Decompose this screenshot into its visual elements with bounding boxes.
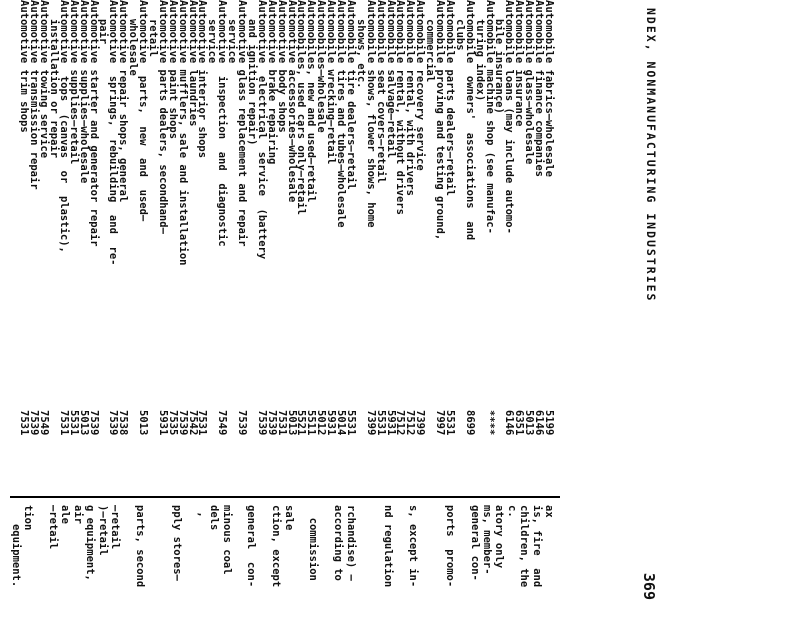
sic-code: 7997	[434, 410, 447, 436]
entry-description: Automobile parts dealers—retail	[444, 0, 456, 196]
sic-code: ****	[483, 410, 496, 436]
entry-description: Automotive inspection and diagnostic	[216, 0, 229, 247]
entry-description: service	[206, 0, 219, 64]
entry-description: shows, etc.	[354, 0, 367, 89]
column-fragment: s, except in-	[406, 505, 419, 588]
sic-code: 7539	[176, 410, 189, 436]
entry-description: Automobile finance companies	[533, 0, 546, 178]
sic-code: 5013	[285, 410, 298, 436]
column-fragment: ction, except	[270, 505, 283, 588]
sic-code: 7535	[166, 410, 179, 436]
column-fragment: —retail	[47, 505, 59, 550]
sic-code: 7531	[18, 410, 31, 436]
column-fragment: air	[71, 505, 84, 524]
sic-code: 7549	[38, 410, 51, 436]
entry-description: Automotive mufflers, sale and installation	[176, 0, 189, 266]
sic-code: 5014	[335, 410, 348, 436]
sic-code: 7531	[275, 410, 288, 436]
column-fragment: dels	[208, 505, 221, 531]
sic-code: 7512	[404, 410, 417, 436]
column-fragment: nd regulation	[381, 505, 394, 588]
page-header	[640, 0, 658, 618]
sic-code: 7539	[107, 410, 120, 436]
sic-code: 5013	[523, 410, 536, 436]
column-fragment: equipment.	[9, 505, 22, 588]
entry-description: Automotive laundries	[186, 0, 199, 127]
sic-code: 6146	[503, 410, 516, 436]
sic-code: 5931	[156, 410, 169, 436]
column-fragment: ax	[543, 505, 555, 518]
entry-description: Automobile wrecking—retail	[325, 0, 338, 165]
sic-code: 7539	[236, 410, 249, 436]
entry-description: Automobile salvage—retail	[384, 0, 397, 159]
entry-description: Automobile recovery service	[414, 0, 427, 171]
entry-description: Automotive towing service	[38, 0, 51, 159]
sic-code: 5013	[77, 410, 90, 436]
entry-description: Automotive brake repairing	[265, 0, 278, 165]
entry-description: Automobile rental, without drivers	[394, 0, 407, 215]
entry-description: Automobile loans (may include automo-	[503, 0, 516, 234]
sic-code: 5531	[374, 410, 387, 436]
column-fragment: general con-	[245, 505, 258, 588]
entry-description: installation or repair	[48, 0, 60, 159]
entry-description: and ignition repair)	[246, 0, 258, 146]
entry-description: Automotive trim shops	[18, 0, 31, 133]
entry-description: Automobile tires and tubes—wholesale	[335, 0, 348, 228]
sic-code: 5511	[305, 410, 318, 436]
entry-description: Automotive transmission repair	[28, 0, 41, 190]
entry-description: Automobiles—wholesale	[315, 0, 328, 133]
entry-description: turing index)	[473, 0, 486, 102]
entry-description: Automobile fabrics—wholesale	[543, 0, 555, 178]
entry-description: Automotive springs, rebuilding and re-	[107, 0, 120, 266]
column-fragment: atory only	[493, 505, 506, 569]
column-fragment: ,	[195, 505, 208, 518]
entry-description: Automotive parts, new and used—	[137, 0, 150, 222]
sic-code: 7539	[87, 410, 100, 436]
column-fragment: according to	[332, 505, 345, 581]
column-fragment: parts, second	[133, 505, 146, 588]
sic-code: 7399	[364, 410, 377, 436]
entry-description: Automobile owners' associations and	[463, 0, 476, 241]
entry-description: Automotive parts dealers, secondhand—	[156, 0, 169, 234]
sic-code: 6351	[513, 410, 526, 436]
entry-description: Automobile rental, with drivers	[404, 0, 417, 196]
entry-description: Automobile insurance	[513, 0, 526, 127]
column-fragment: c.	[505, 505, 518, 518]
column-fragment: ms, member-	[481, 505, 493, 575]
sic-code: 7538	[117, 410, 130, 436]
entry-description: wholesale	[127, 0, 140, 76]
sic-code: 7531	[57, 410, 70, 436]
sic-code: 7539	[255, 410, 268, 436]
column-fragment: is, fire and	[530, 505, 543, 588]
column-fragment: ale	[59, 505, 72, 524]
sic-code: 5012	[315, 410, 328, 436]
column-fragment: pply stores—	[171, 505, 183, 581]
entry-description: Automotive accessories—wholesale	[285, 0, 298, 203]
entry-description: clubs	[453, 0, 466, 51]
entry-description: Automobile shows, flower shows, home	[364, 0, 377, 228]
column-fragment: ports promo-	[443, 505, 456, 588]
sic-code: 8699	[463, 410, 476, 436]
sic-code: 5531	[345, 410, 357, 436]
entry-description: Automobile machine shop (see manufac-	[483, 0, 496, 234]
entry-description: pair	[97, 0, 110, 45]
sic-code: 7539	[28, 410, 41, 436]
page-number: 369	[640, 572, 658, 600]
entry-description: commercial	[424, 0, 437, 83]
sic-code: 7542	[186, 410, 199, 436]
entry-description: Automobile seat covers—retail	[374, 0, 387, 184]
column-fragment: )—retail	[96, 505, 109, 556]
column-fragment: g equipment,	[84, 505, 97, 581]
column-rule	[10, 496, 560, 498]
entry-description: Automotive supplies—retail	[67, 0, 80, 165]
entry-description: Automobiles, used cars only—retail	[295, 0, 308, 215]
sic-code: 7399	[414, 410, 427, 436]
column-fragment: tion	[22, 505, 35, 531]
column-fragment: minous coal	[220, 505, 233, 575]
entry-description: retail	[147, 0, 159, 57]
entry-description: Automotive tops (canvas or plastic),	[57, 0, 70, 253]
entry-description: service	[226, 0, 239, 64]
index-entry	[17, 0, 30, 618]
column-fragment: commission	[307, 505, 320, 581]
sic-code: 7512	[394, 410, 407, 436]
entry-description: bile insurance)	[493, 0, 506, 114]
entry-description: Automobile glass—wholesale	[523, 0, 536, 165]
entry-description: Automotive glass replacement and repair	[236, 0, 249, 247]
sic-code: 7539	[265, 410, 278, 436]
entry-description: Automotive electrical service (battery	[255, 0, 268, 260]
entry-description: Automotive body shops	[275, 0, 288, 133]
sic-code: 5531	[444, 410, 456, 436]
entry-description: Automobiles, new and used—retail	[305, 0, 318, 203]
sic-code: 5931	[325, 410, 338, 436]
column-fragment: —retail	[109, 505, 121, 550]
entry-description: Automobile proving and testing ground,	[434, 0, 447, 241]
entry-description: Automotive starter and generator repair	[87, 0, 100, 247]
sic-code: 5013	[137, 410, 150, 436]
column-fragment: sale	[282, 505, 295, 531]
entry-description: Automotive paint shops	[166, 0, 179, 140]
sic-code: 5521	[295, 410, 308, 436]
entry-description: Automotive interior shops	[196, 0, 209, 159]
entry-description: Automotive supplies—wholesale	[77, 0, 90, 184]
column-fragment: children, the	[518, 505, 531, 588]
sic-code: 6146	[533, 410, 546, 436]
sic-code: 5199	[543, 410, 555, 436]
sic-code: 7549	[216, 410, 229, 436]
column-fragment: rchandise) —	[344, 505, 357, 581]
sic-code: 5931	[384, 410, 397, 436]
sic-code: 7531	[196, 410, 209, 436]
entry-description: Automobile tire dealers—retail	[345, 0, 357, 190]
sic-code: 5531	[67, 410, 80, 436]
entry-description: Automotive repair shops, general	[117, 0, 130, 203]
column-fragment: general con-	[468, 505, 481, 581]
page-title: NDEX, NONMANUFACTURING INDUSTRIES	[644, 8, 658, 303]
